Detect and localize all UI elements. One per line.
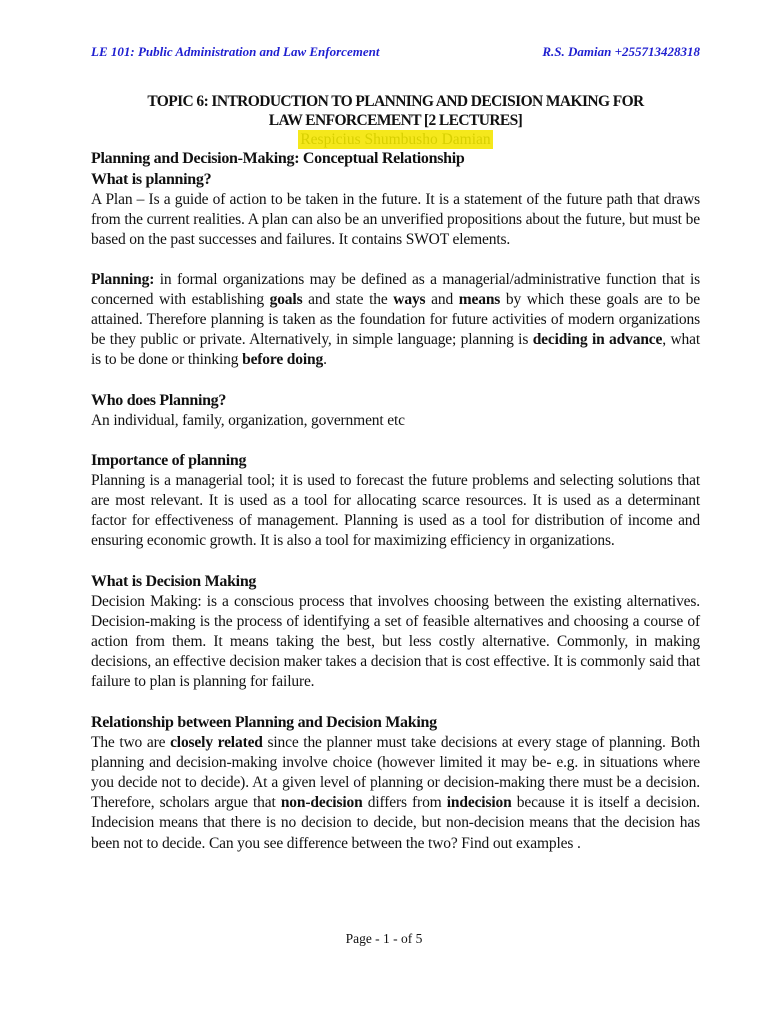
- topic-title: [91, 92, 700, 149]
- section-heading-importance: Importance of planning: [91, 451, 247, 469]
- section-heading-what-is-planning: What is planning?: [91, 171, 212, 188]
- page-number-footer: Page - 1 - of 5: [345, 931, 423, 946]
- document-body: [91, 148, 700, 854]
- section-heading-conceptual: Planning and Decision-Making: Conceptual Relationship: [91, 150, 465, 167]
- section-heading-decision-making: What is Decision Making: [91, 572, 257, 590]
- relationship-paragraph: The two are closely related since the planner must take decisions at every stage of planning. Both planning and decision-making involve choice (however limited it may be- e.g. in situations where you decide not to decide). At a given level of planning or decision-making there must be a decision. Therefore, scholars argue that non-decision differs from indecision because it is itself a decision. Indecision means that there is no decision to decide, but non-decision means that the decision has been not to decide. Can you see difference between the two? Find out examples .: [91, 733, 701, 852]
- plan-definition-paragraph: A Plan – Is a guide of action to be taken in the future. It is a statement of the future path that draws from the current realities. A plan can also be an unverified propositions about the future, but must be based on the past successes and failures. It contains SWOT elements.: [91, 191, 700, 249]
- planning-definition-paragraph: Planning: in formal organizations may be defined as a managerial/administrative function that is concerned with establishing goals and state the ways and means by which these goals are to be attained. Therefore planning is taken as the foundation for future activities of modern organizations be they public or private. Alternatively, in simple language; planning is deciding in advance, what is to be done or thinking before doing.: [91, 270, 700, 369]
- who-plans-paragraph: An individual, family, organization, government etc: [91, 411, 405, 429]
- author-name-highlight: Respicius Shumbusho Damian: [300, 131, 491, 148]
- topic-title-line2: LAW ENFORCEMENT [2 LECTURES]: [268, 112, 523, 129]
- author-contact: R.S. Damian +255713428318: [542, 44, 700, 59]
- section-heading-relationship: Relationship between Planning and Decision Making: [91, 713, 437, 731]
- importance-paragraph: Planning is a managerial tool; it is used to forecast the future problems and selecting solutions that are most relevant. It is used as a tool for allocating scarce resources. It is used as a determinant factor for effectiveness of management. Planning is used as a tool for distribution of income and ensuring economic growth. It is also a tool for maximizing efficiency in organizations.: [91, 471, 700, 550]
- running-header: [91, 44, 700, 60]
- section-heading-who-plans: Who does Planning?: [91, 391, 227, 409]
- decision-making-paragraph: Decision Making: is a conscious process that involves choosing between the existing alternatives. Decision-making is the process of identifying a set of feasible alternatives and choosing a course of action from them. It means taking the best, but less costly alternative. Commonly, in making decisions, an effective decision maker takes a decision that is cost effective. It is commonly said that failure to plan is planning for failure.: [91, 592, 700, 691]
- topic-title-line1: TOPIC 6: INTRODUCTION TO PLANNING AND DECISION MAKING FOR: [147, 93, 644, 110]
- course-title: LE 101: Public Administration and Law Enforcement: [91, 44, 380, 59]
